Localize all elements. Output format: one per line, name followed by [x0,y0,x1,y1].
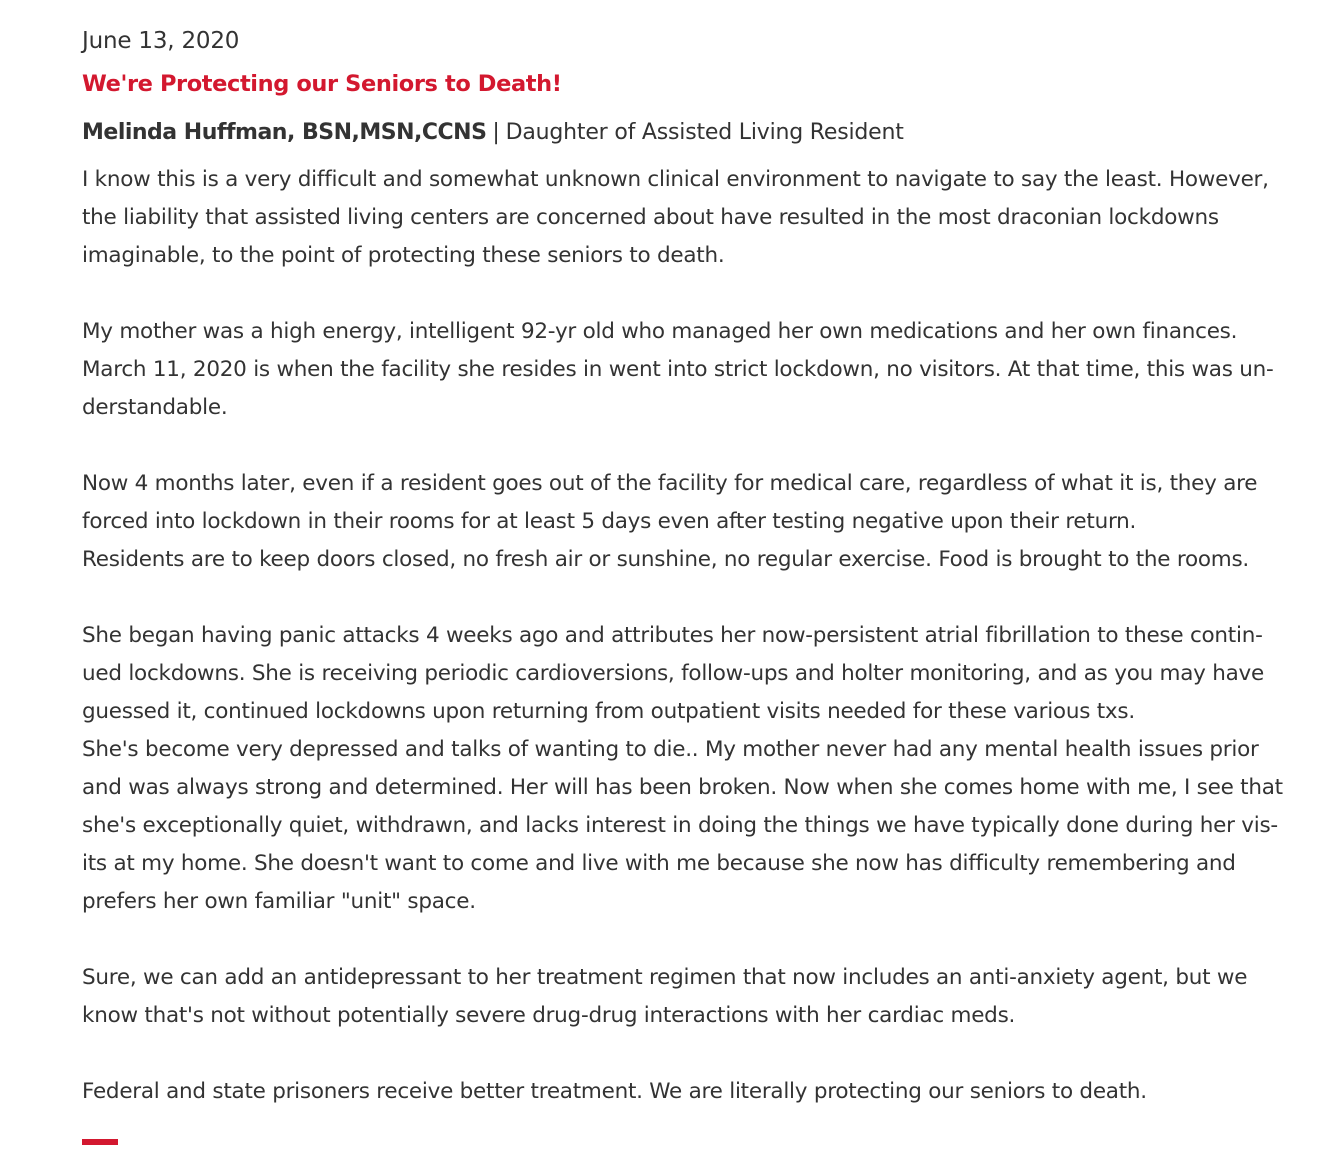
paragraph: Sure, we can add an antidepressant to her treatment regimen that now includes an anti-anxiety agent, but we know that's not without potentially severe drug-drug interactions with her cardiac meds. [82,965,1248,1028]
byline [82,118,1300,148]
paragraph: Federal and state prisoners receive better treatment. We are literally protecting our seniors to death. [82,1079,1147,1104]
accent-divider [82,1139,118,1145]
paragraph: I know this is a very difficult and somewhat unknown clinical environment to navigate to say the least. However, the liability that assisted living centers are concerned about have resulted in the most draconian lockdowns imaginable, to the point of protecting these seniors to death. [82,167,1269,268]
paragraph: Now 4 months later, even if a resident goes out of the facility for medical care, regardless of what it is, they are forced into lockdown in their rooms for at least 5 days even after testing negative upon their return. Residents are to keep doors closed, no fresh air or sunshine, no regular exercise. Food is brought to the rooms. [82,471,1258,572]
paragraph: My mother was a high energy, intelligent 92-yr old who managed her own medications and her own finances. March 11, 2020 is when the facility she resides in went into strict lockdown, no visitors. At that time, this was un- derstandable. [82,319,1274,420]
article-title: We're Protecting our Seniors to Death! [82,71,562,97]
article-date: June 13, 2020 [82,28,240,54]
article-body [82,161,1300,1111]
byline-separator: | [492,120,500,145]
article [82,26,1300,1111]
author-name: Melinda Huffman, BSN,MSN,CCNS [82,120,487,145]
author-role: Daughter of Assisted Living Resident [505,120,904,145]
paragraph: She began having panic attacks 4 weeks ago and attributes her now-persistent atrial fibrillation to these contin- ued lockdowns. She is receiving periodic cardioversions, follow-ups and holter monitoring, and as you may have guessed it, continued lockdowns upon returning from outpatient visits needed for these various txs. She's become very depressed and talks of wanting to die.. My mother never had any mental health issues prior and was always strong and determined. Her will has been broken. Now when she comes home with me, I see that she's exceptionally quiet, withdrawn, and lacks interest in doing the things we have typically done during her vis- its at my home. She doesn't want to come and live with me because she now has difficulty remembering and prefers her own familiar "unit" space. [82,623,1283,914]
